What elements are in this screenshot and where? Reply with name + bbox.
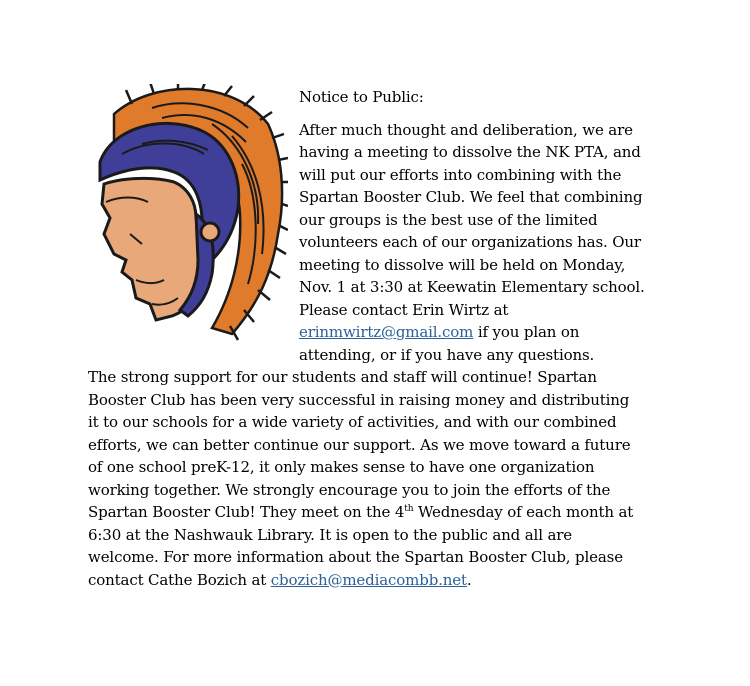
- support-line: [88, 569, 708, 592]
- support-line: of one school preK-12, it only makes sense to have one organization: [88, 458, 595, 476]
- notice-line: Nov. 1 at 3:30 at Keewatin Elementary school.: [299, 278, 645, 296]
- meeting-text-end: Wednesday of each month at: [413, 503, 634, 521]
- notice-line: will put our efforts into combining with the: [299, 165, 622, 184]
- support-line: working together. We strongly encourage you to join the efforts of the: [88, 480, 611, 499]
- notice-line-text: if you plan on: [473, 323, 580, 341]
- support-line: welcome. For more information about the Spartan Booster Club, please: [88, 548, 623, 566]
- notice-line: Please contact Erin Wirtz at: [299, 300, 509, 319]
- support-line: Booster Club has been very successful in raising money and distributing: [88, 390, 630, 409]
- support-line: efforts, we can better continue our support. As we move toward a future: [88, 435, 631, 454]
- support-line: The strong support for our students and staff will continue! Spartan: [88, 368, 597, 386]
- ordinal-suffix: th: [404, 504, 414, 514]
- erin-email-link[interactable]: erinmwirtz@gmail.com: [299, 323, 474, 341]
- notice-line: attending, or if you have any questions.: [299, 345, 595, 364]
- spartan-head-icon: [92, 84, 288, 346]
- notice-line: our groups is the best use of the limited: [299, 210, 598, 229]
- notice-line: meeting to dissolve will be held on Monday,: [299, 255, 626, 274]
- support-paragraph: [88, 366, 708, 591]
- notice-line: having a meeting to dissolve the NK PTA, and: [299, 143, 641, 161]
- cathe-email-link[interactable]: cbozich@mediacombb.net: [270, 570, 467, 589]
- contact-text: contact Cathe Bozich at: [88, 570, 271, 589]
- meeting-text: Spartan Booster Club! They meet on the 4: [88, 503, 405, 521]
- notice-heading: Notice to Public:: [299, 88, 424, 106]
- notice-line: volunteers each of our organizations has. Our: [299, 233, 641, 251]
- notice-section: [299, 86, 699, 366]
- notice-line: After much thought and deliberation, we are: [299, 120, 633, 139]
- support-line: 6:30 at the Nashwauk Library. It is open to the public and all are: [88, 525, 572, 544]
- support-line: [88, 501, 708, 524]
- spartan-logo: [92, 84, 288, 346]
- notice-paragraph: [299, 119, 699, 367]
- notice-line: Spartan Booster Club. We feel that combining: [299, 188, 643, 206]
- support-line: it to our schools for a wide variety of activities, and with our combined: [88, 413, 617, 431]
- contact-text-end: .: [466, 570, 472, 589]
- notice-line: [299, 321, 699, 344]
